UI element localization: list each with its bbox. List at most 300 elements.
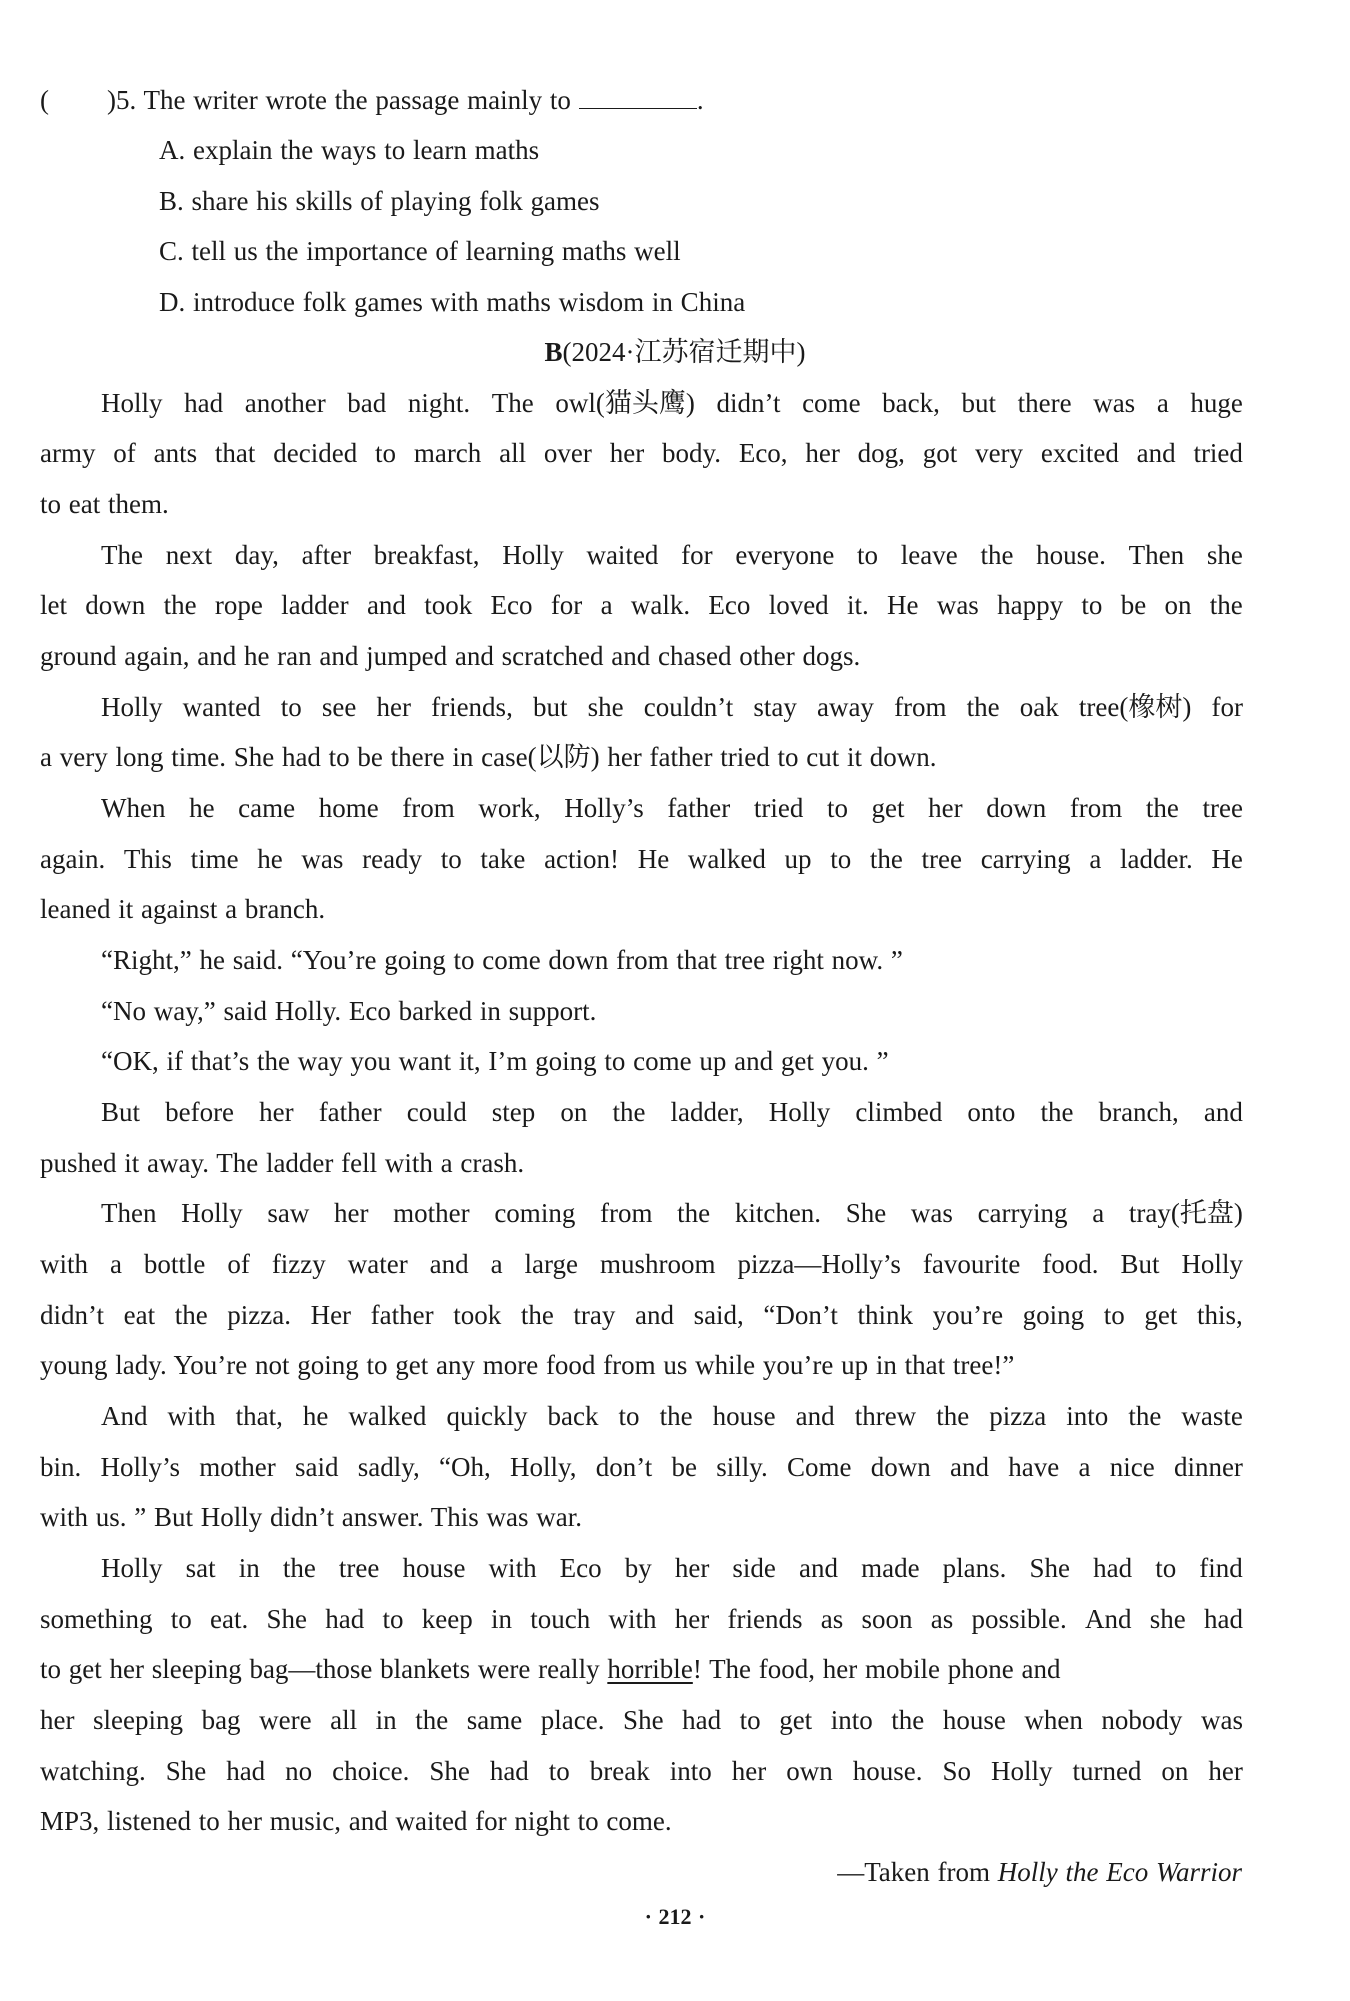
word: her bbox=[674, 1553, 710, 1583]
word: for bbox=[1211, 692, 1243, 722]
word: but bbox=[532, 692, 568, 722]
word: army bbox=[40, 438, 96, 468]
word: friends bbox=[727, 1604, 803, 1634]
word: climbed bbox=[855, 1097, 943, 1127]
word: in bbox=[490, 1604, 512, 1634]
word: mother bbox=[393, 1198, 470, 1228]
word: Holly bbox=[101, 692, 163, 722]
word: the bbox=[1040, 1097, 1074, 1127]
word: Eco bbox=[559, 1553, 602, 1583]
word: no bbox=[285, 1756, 313, 1786]
word: see bbox=[321, 692, 357, 722]
word: the bbox=[659, 1401, 693, 1431]
word: owl(猫头鹰) bbox=[555, 388, 695, 418]
p1-line-1 bbox=[101, 386, 1243, 420]
word: same bbox=[466, 1705, 523, 1735]
word: tree bbox=[921, 844, 963, 874]
word: said bbox=[295, 1452, 339, 1482]
p4-line-1 bbox=[101, 791, 1243, 825]
underlined-word-horrible: horrible bbox=[607, 1654, 693, 1684]
word: father bbox=[318, 1097, 382, 1127]
word: with bbox=[167, 1401, 216, 1431]
word: Holly bbox=[101, 388, 163, 418]
word: her bbox=[1208, 1756, 1243, 1786]
word: When bbox=[101, 793, 166, 823]
word: came bbox=[238, 793, 296, 823]
word: took bbox=[453, 1300, 502, 1330]
word: made bbox=[861, 1553, 920, 1583]
word: had bbox=[489, 1756, 529, 1786]
word: couldn’t bbox=[643, 692, 734, 722]
word: march bbox=[413, 438, 482, 468]
option-d: D. introduce folk games with maths wisdom in China bbox=[159, 287, 746, 317]
word: to bbox=[1103, 1300, 1125, 1330]
p2-line-2 bbox=[40, 588, 1243, 622]
word: to bbox=[170, 1604, 192, 1634]
word: the bbox=[869, 844, 903, 874]
word: sat bbox=[185, 1553, 216, 1583]
word: next bbox=[165, 540, 213, 570]
p11-line-6: MP3, listened to her music, and waited for night to come. bbox=[40, 1806, 672, 1836]
word: very bbox=[975, 438, 1024, 468]
word: home bbox=[318, 793, 379, 823]
word: She bbox=[165, 1756, 207, 1786]
word: ladder bbox=[281, 590, 349, 620]
word: down bbox=[986, 793, 1047, 823]
word: the bbox=[1145, 793, 1179, 823]
word: think bbox=[857, 1300, 914, 1330]
word: in bbox=[238, 1553, 260, 1583]
word: could bbox=[406, 1097, 467, 1127]
word: father bbox=[667, 793, 731, 823]
word: Holly bbox=[768, 1097, 831, 1127]
word: her bbox=[609, 438, 645, 468]
word: the bbox=[163, 590, 197, 620]
word: house bbox=[712, 1401, 776, 1431]
word: the bbox=[282, 1553, 316, 1583]
word: had bbox=[226, 1756, 266, 1786]
word: to bbox=[440, 844, 462, 874]
word: food. bbox=[1042, 1249, 1099, 1279]
word: carrying bbox=[977, 1198, 1068, 1228]
word: bin. bbox=[40, 1452, 82, 1482]
word: the bbox=[966, 692, 1000, 722]
p8-line-2: pushed it away. The ladder fell with a crash. bbox=[40, 1148, 525, 1178]
word: He bbox=[887, 590, 919, 620]
word: he bbox=[257, 844, 283, 874]
word: Eco bbox=[708, 590, 751, 620]
word: sleeping bbox=[93, 1705, 184, 1735]
word: got bbox=[922, 438, 958, 468]
word: eat. bbox=[210, 1604, 249, 1634]
word: and bbox=[634, 1300, 674, 1330]
word: walked bbox=[348, 1401, 427, 1431]
attribution bbox=[837, 1855, 1242, 1889]
section-source: (2024·江苏宿迁期中) bbox=[562, 337, 806, 367]
word: to bbox=[857, 540, 879, 570]
word: The bbox=[491, 388, 534, 418]
word: from bbox=[894, 692, 947, 722]
word: saw bbox=[267, 1198, 310, 1228]
word: from bbox=[402, 793, 455, 823]
word: tray(托盘) bbox=[1128, 1198, 1243, 1228]
word: kitchen. bbox=[734, 1198, 822, 1228]
word: He bbox=[637, 844, 670, 874]
word: all bbox=[330, 1705, 358, 1735]
word: a bbox=[1089, 844, 1102, 874]
word: breakfast, bbox=[373, 540, 480, 570]
word: to bbox=[1081, 590, 1103, 620]
word: back bbox=[547, 1401, 599, 1431]
word: with bbox=[488, 1553, 537, 1583]
p11-line-3: to get her sleeping bag—those blankets were really horrible! The food, her mobile phone and bbox=[40, 1654, 1061, 1684]
word: Holly bbox=[990, 1756, 1053, 1786]
word: a bbox=[1078, 1452, 1091, 1482]
word: that, bbox=[235, 1401, 283, 1431]
word: the bbox=[1209, 590, 1243, 620]
word: to bbox=[739, 1705, 761, 1735]
option-a: A. explain the ways to learn maths bbox=[159, 135, 540, 165]
word: get bbox=[1144, 1300, 1178, 1330]
word: large bbox=[524, 1249, 579, 1279]
word: another bbox=[244, 388, 326, 418]
word: pizza bbox=[989, 1401, 1047, 1431]
question-5-stem bbox=[40, 83, 704, 117]
word: choice. bbox=[332, 1756, 410, 1786]
word: waste bbox=[1181, 1401, 1243, 1431]
word: her bbox=[805, 438, 840, 468]
word: Then bbox=[1128, 540, 1185, 570]
attribution-prefix: —Taken from bbox=[837, 1857, 991, 1887]
word: Eco bbox=[490, 590, 533, 620]
word: This bbox=[123, 844, 172, 874]
word: down bbox=[870, 1452, 931, 1482]
word: decided bbox=[273, 438, 358, 468]
word: plans. bbox=[942, 1553, 1007, 1583]
word: going bbox=[1022, 1300, 1085, 1330]
word: the bbox=[612, 1097, 646, 1127]
p11-line-5 bbox=[40, 1754, 1243, 1788]
word: something bbox=[40, 1604, 153, 1634]
word: pizza. bbox=[227, 1300, 291, 1330]
word: to bbox=[830, 844, 852, 874]
word: tree bbox=[1202, 793, 1243, 823]
p1-line-2 bbox=[40, 436, 1243, 470]
word: leave bbox=[900, 540, 958, 570]
answer-paren-open: ( bbox=[40, 85, 49, 115]
word: “Don’t bbox=[763, 1300, 838, 1330]
page-number: · 212 · bbox=[644, 1904, 706, 1929]
word: walk. bbox=[630, 590, 691, 620]
word: ready bbox=[362, 844, 423, 874]
word: walked bbox=[687, 844, 766, 874]
word: don’t bbox=[595, 1452, 653, 1482]
word: carrying bbox=[980, 844, 1071, 874]
word: the bbox=[174, 1300, 208, 1330]
word: she bbox=[1149, 1604, 1186, 1634]
word: house. bbox=[852, 1756, 923, 1786]
word: ladder. bbox=[1119, 844, 1193, 874]
p1-line-3: to eat them. bbox=[40, 489, 169, 519]
word: “Oh, bbox=[439, 1452, 491, 1482]
word: friends, bbox=[431, 692, 513, 722]
word: So bbox=[942, 1756, 971, 1786]
p3-line-1 bbox=[101, 690, 1243, 724]
word: And bbox=[1085, 1604, 1132, 1634]
p10-line-1 bbox=[101, 1399, 1243, 1433]
word: Holly bbox=[101, 1553, 163, 1583]
word: nobody bbox=[1101, 1705, 1183, 1735]
word: and bbox=[799, 1553, 838, 1583]
word: bad bbox=[347, 388, 387, 418]
word: quickly bbox=[446, 1401, 528, 1431]
word: her bbox=[731, 1756, 767, 1786]
word: nice bbox=[1109, 1452, 1155, 1482]
word: as bbox=[930, 1604, 954, 1634]
word: her bbox=[334, 1198, 369, 1228]
word: turned bbox=[1072, 1756, 1142, 1786]
word: for bbox=[550, 590, 583, 620]
word: her bbox=[674, 1604, 710, 1634]
word: was bbox=[936, 590, 979, 620]
word: down bbox=[85, 590, 146, 620]
word: a bbox=[1156, 388, 1169, 418]
word: She bbox=[845, 1198, 887, 1228]
word: work, bbox=[478, 793, 541, 823]
word: have bbox=[1008, 1452, 1060, 1482]
word: the bbox=[891, 1705, 925, 1735]
p4-line-2 bbox=[40, 842, 1243, 876]
word: into bbox=[669, 1756, 712, 1786]
word: waited bbox=[586, 540, 659, 570]
word: for bbox=[681, 540, 713, 570]
word: She bbox=[266, 1604, 307, 1634]
word: her bbox=[259, 1097, 294, 1127]
word: to bbox=[1155, 1553, 1177, 1583]
word: She bbox=[623, 1705, 664, 1735]
word: when bbox=[1024, 1705, 1083, 1735]
word: sadly, bbox=[357, 1452, 420, 1482]
word: take bbox=[480, 844, 526, 874]
word: by bbox=[624, 1553, 652, 1583]
word: the bbox=[415, 1705, 449, 1735]
word: Then bbox=[101, 1198, 157, 1228]
word: tried bbox=[1193, 438, 1243, 468]
word: into bbox=[830, 1705, 873, 1735]
p8-line-1 bbox=[101, 1095, 1243, 1129]
word: her bbox=[928, 793, 963, 823]
option-b: B. share his skills of playing folk games bbox=[159, 186, 600, 216]
word: mushroom bbox=[599, 1249, 716, 1279]
word: He bbox=[1211, 844, 1243, 874]
word: on bbox=[560, 1097, 588, 1127]
p11-line-2 bbox=[40, 1602, 1243, 1636]
word: huge bbox=[1190, 388, 1243, 418]
word: keep bbox=[421, 1604, 473, 1634]
word: the bbox=[520, 1300, 554, 1330]
word: and bbox=[1136, 438, 1176, 468]
word: break bbox=[589, 1756, 650, 1786]
word: eat bbox=[123, 1300, 156, 1330]
word: water bbox=[347, 1249, 408, 1279]
p9-line-2 bbox=[40, 1247, 1243, 1281]
word: to bbox=[280, 692, 302, 722]
word: Holly bbox=[502, 540, 564, 570]
question-period: . bbox=[696, 85, 704, 115]
word: she bbox=[587, 692, 624, 722]
answer-blank bbox=[579, 84, 697, 109]
word: a bbox=[109, 1249, 122, 1279]
word: with bbox=[40, 1249, 89, 1279]
word: bottle bbox=[143, 1249, 206, 1279]
p10-line-2 bbox=[40, 1450, 1243, 1484]
word: had bbox=[184, 388, 224, 418]
word: branch, bbox=[1098, 1097, 1179, 1127]
p2-line-1 bbox=[101, 538, 1243, 572]
word: and bbox=[795, 1401, 835, 1431]
word: this, bbox=[1196, 1300, 1243, 1330]
word: he bbox=[189, 793, 215, 823]
word: tree(橡树) bbox=[1078, 692, 1192, 722]
word: Holly’s bbox=[564, 793, 644, 823]
p10-line-3: with us. ” But Holly didn’t answer. This was war. bbox=[40, 1502, 582, 1532]
word: excited bbox=[1040, 438, 1119, 468]
word: Her bbox=[310, 1300, 352, 1330]
word: body. bbox=[662, 438, 722, 468]
word: She bbox=[1029, 1553, 1071, 1583]
word: were bbox=[259, 1705, 312, 1735]
word: soon bbox=[861, 1604, 913, 1634]
word: tried bbox=[753, 793, 804, 823]
word: Holly, bbox=[510, 1452, 577, 1482]
word: a bbox=[490, 1249, 503, 1279]
word: onto bbox=[967, 1097, 1016, 1127]
word: to bbox=[375, 438, 397, 468]
p9-line-4: young lady. You’re not going to get any more food from us while you’re up in that tree!” bbox=[40, 1350, 1015, 1380]
word: be bbox=[1120, 590, 1147, 620]
word: up bbox=[784, 844, 812, 874]
word: happy bbox=[997, 590, 1064, 620]
word: silly. bbox=[716, 1452, 768, 1482]
word: was bbox=[910, 1198, 953, 1228]
word: get bbox=[779, 1705, 813, 1735]
word: was bbox=[1093, 388, 1136, 418]
word: with bbox=[608, 1604, 657, 1634]
word: the bbox=[936, 1401, 970, 1431]
word: didn’t bbox=[716, 388, 781, 418]
word: But bbox=[1120, 1249, 1160, 1279]
word: Holly bbox=[181, 1198, 243, 1228]
word: But bbox=[101, 1097, 141, 1127]
p4-line-3: leaned it against a branch. bbox=[40, 894, 326, 924]
word: but bbox=[961, 388, 997, 418]
word: to bbox=[618, 1401, 640, 1431]
word: had bbox=[1093, 1553, 1133, 1583]
p9-line-1 bbox=[101, 1196, 1243, 1230]
word: rope bbox=[214, 590, 263, 620]
word: her bbox=[376, 692, 411, 722]
word: Holly’s bbox=[100, 1452, 181, 1482]
word: over bbox=[543, 438, 592, 468]
word: time bbox=[190, 844, 239, 874]
word: house bbox=[942, 1705, 1006, 1735]
word: there bbox=[1017, 388, 1072, 418]
word: father bbox=[370, 1300, 434, 1330]
word: mother bbox=[199, 1452, 276, 1482]
option-c: C. tell us the importance of learning maths well bbox=[159, 236, 681, 266]
word: he bbox=[302, 1401, 329, 1431]
word: house. bbox=[1036, 540, 1106, 570]
word: wanted bbox=[182, 692, 261, 722]
word: in bbox=[375, 1705, 397, 1735]
word: the bbox=[1128, 1401, 1162, 1431]
word: all bbox=[499, 438, 527, 468]
p2-line-3: ground again, and he ran and jumped and scratched and chased other dogs. bbox=[40, 641, 861, 671]
word: didn’t bbox=[40, 1300, 105, 1330]
word: had bbox=[682, 1705, 722, 1735]
word: was bbox=[301, 844, 344, 874]
word: ants bbox=[153, 438, 198, 468]
word: possible. bbox=[971, 1604, 1067, 1634]
word: oak bbox=[1019, 692, 1059, 722]
word: her bbox=[40, 1705, 75, 1735]
word: it. bbox=[846, 590, 869, 620]
word: on bbox=[1164, 590, 1192, 620]
word: and bbox=[429, 1249, 469, 1279]
word: back, bbox=[882, 388, 940, 418]
word: you’re bbox=[932, 1300, 1004, 1330]
word: be bbox=[671, 1452, 697, 1482]
word: said, bbox=[693, 1300, 744, 1330]
word: after bbox=[301, 540, 352, 570]
p11-line-4 bbox=[40, 1703, 1243, 1737]
word: of bbox=[227, 1249, 250, 1279]
dialogue-3: “OK, if that’s the way you want it, I’m going to come up and get you. ” bbox=[101, 1046, 889, 1076]
word: side bbox=[732, 1553, 776, 1583]
word: And bbox=[101, 1401, 148, 1431]
question-text: )5. The writer wrote the passage mainly to bbox=[107, 85, 571, 115]
word: before bbox=[165, 1097, 235, 1127]
word: own bbox=[786, 1756, 833, 1786]
word: dog, bbox=[857, 438, 905, 468]
word: pizza—Holly’s bbox=[737, 1249, 901, 1279]
word: from bbox=[600, 1198, 653, 1228]
word: stay bbox=[753, 692, 797, 722]
word: get bbox=[871, 793, 905, 823]
word: Holly bbox=[1181, 1249, 1243, 1279]
word: and bbox=[950, 1452, 989, 1482]
word: loved bbox=[768, 590, 829, 620]
word: bag bbox=[201, 1705, 241, 1735]
word: that bbox=[214, 438, 256, 468]
word: fizzy bbox=[271, 1249, 326, 1279]
word: place. bbox=[540, 1705, 605, 1735]
p9-line-3 bbox=[40, 1298, 1243, 1332]
word: watching. bbox=[40, 1756, 146, 1786]
word: everyone bbox=[735, 540, 835, 570]
p3-line-2: a very long time. She had to be there in case(以防) her father tried to cut it down. bbox=[40, 742, 937, 772]
word: and bbox=[366, 590, 406, 620]
dialogue-2: “No way,” said Holly. Eco barked in support. bbox=[101, 996, 597, 1026]
word: was bbox=[1200, 1705, 1243, 1735]
word: the bbox=[980, 540, 1014, 570]
word: The bbox=[101, 540, 143, 570]
word: let bbox=[40, 590, 67, 620]
word: a bbox=[1092, 1198, 1105, 1228]
word: tree bbox=[338, 1553, 380, 1583]
word: threw bbox=[854, 1401, 917, 1431]
word: favourite bbox=[922, 1249, 1021, 1279]
